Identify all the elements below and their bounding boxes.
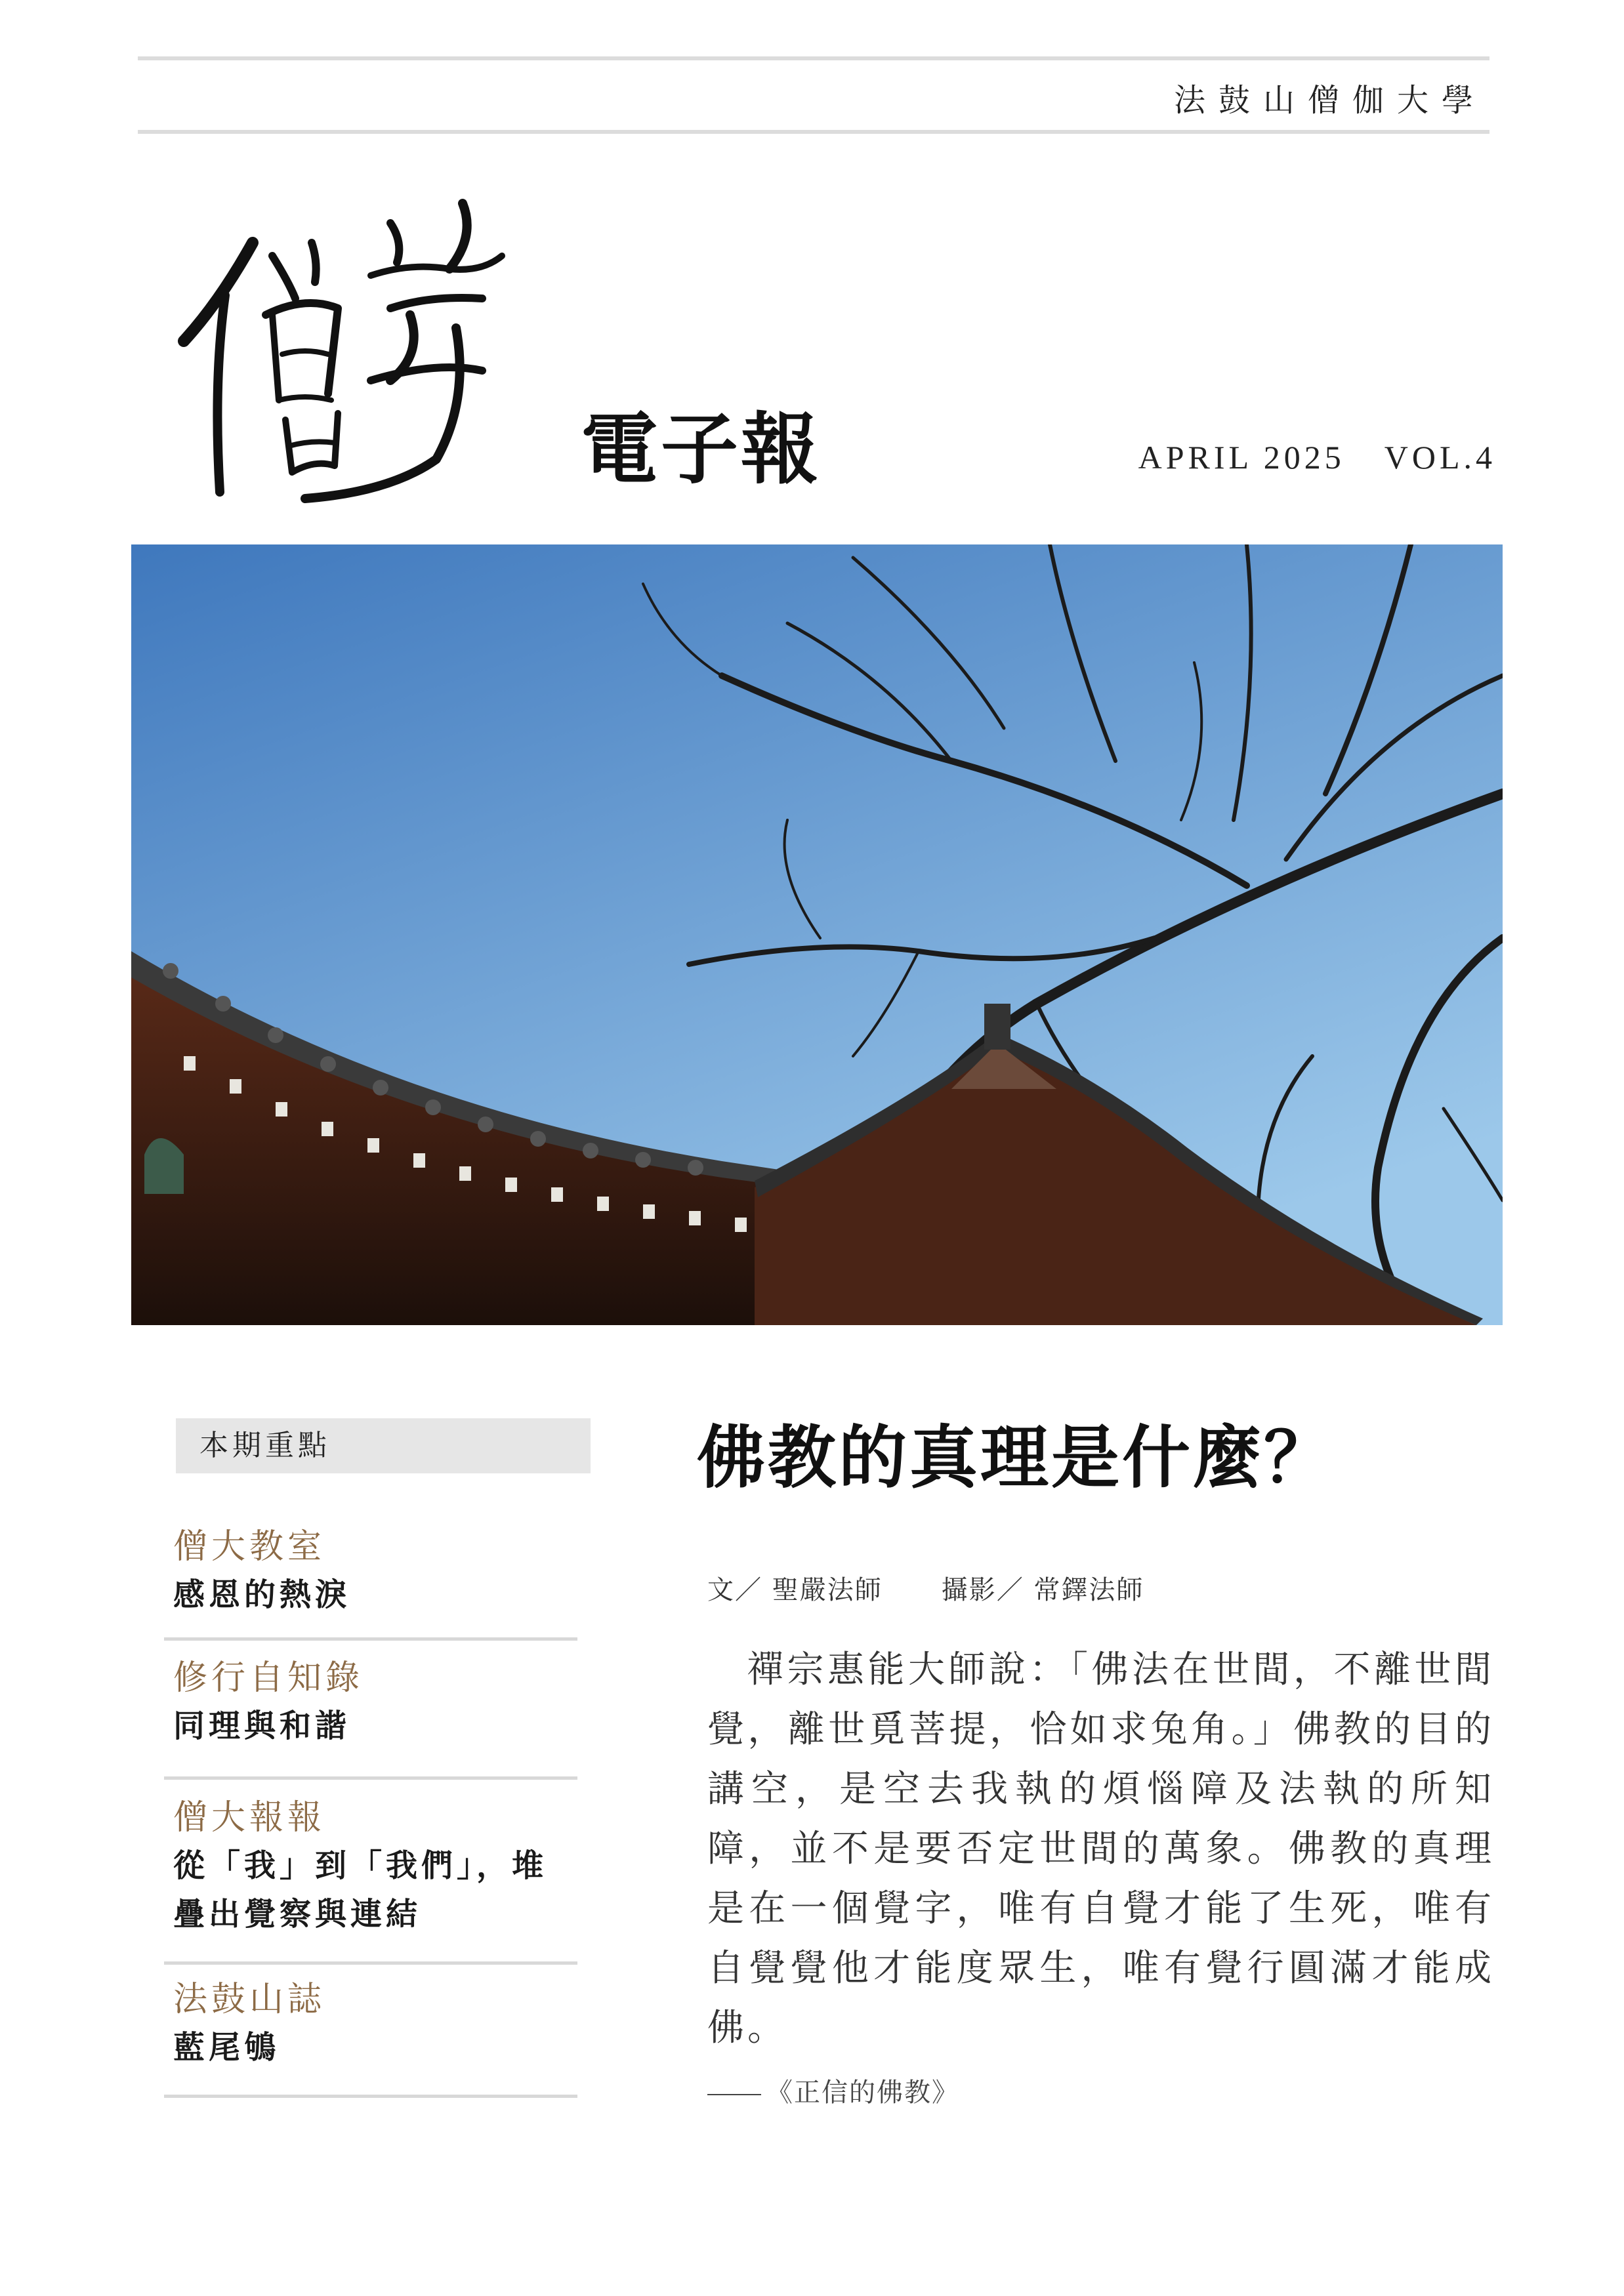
highlights-header: 本期重點 bbox=[176, 1418, 591, 1473]
highlight-category: 法鼓山誌 bbox=[173, 1980, 326, 2019]
highlight-category: 僧大報報 bbox=[173, 1798, 326, 1837]
highlight-divider bbox=[164, 1961, 577, 1965]
article-title: 佛教的真理是什麼？ bbox=[697, 1417, 1335, 1498]
article-byline bbox=[707, 1569, 1144, 1607]
highlight-title[interactable]: 從「我」到「我們」，堆疊出覺察與連結 bbox=[173, 1847, 548, 1933]
highlight-title[interactable]: 同理與和諧 bbox=[173, 1708, 351, 1744]
top-rule bbox=[138, 56, 1489, 60]
masthead-calligraphy-logo bbox=[174, 184, 541, 505]
article-author: 文／ 聖嚴法師 bbox=[707, 1575, 883, 1605]
publication-type: 電子報 bbox=[581, 404, 822, 495]
highlight-item[interactable] bbox=[164, 1976, 577, 2072]
highlight-item[interactable] bbox=[164, 1523, 577, 1619]
highlight-category: 僧大教室 bbox=[173, 1527, 326, 1567]
article-body: 禪宗惠能大師說：「佛法在世間，不離世間覺，離世覓菩提，恰如求兔角。」佛教的目的講空，是空去我執的煩惱障及法執的所知障，並不是要否定世間的萬象。佛教的真理是在一個覺字，唯有自覺才能了生死，唯有自覺覺他才能度眾生，唯有覺行圓滿才能成佛。 bbox=[707, 1649, 1495, 2049]
header-rule bbox=[138, 130, 1489, 134]
issue-info bbox=[1138, 438, 1496, 476]
article-source: 《正信的佛教》 bbox=[707, 2072, 959, 2109]
cover-photo bbox=[131, 544, 1503, 1325]
highlight-item[interactable] bbox=[164, 1794, 577, 1938]
issue-volume: VOL.4 bbox=[1384, 439, 1496, 476]
highlight-category: 修行自知錄 bbox=[173, 1658, 364, 1698]
issue-date: APRIL 2025 bbox=[1138, 439, 1345, 476]
highlight-divider bbox=[164, 1776, 577, 1780]
university-name: 法鼓山僧伽大學 bbox=[1173, 82, 1486, 119]
highlight-divider bbox=[164, 2095, 577, 2098]
highlight-title[interactable]: 感恩的熱淚 bbox=[173, 1576, 351, 1613]
highlight-title[interactable]: 藍尾鴝 bbox=[173, 2029, 280, 2066]
highlight-item[interactable] bbox=[164, 1654, 577, 1750]
article-photographer: 攝影／ 常鐸法師 bbox=[941, 1575, 1144, 1605]
highlight-divider bbox=[164, 1637, 577, 1641]
